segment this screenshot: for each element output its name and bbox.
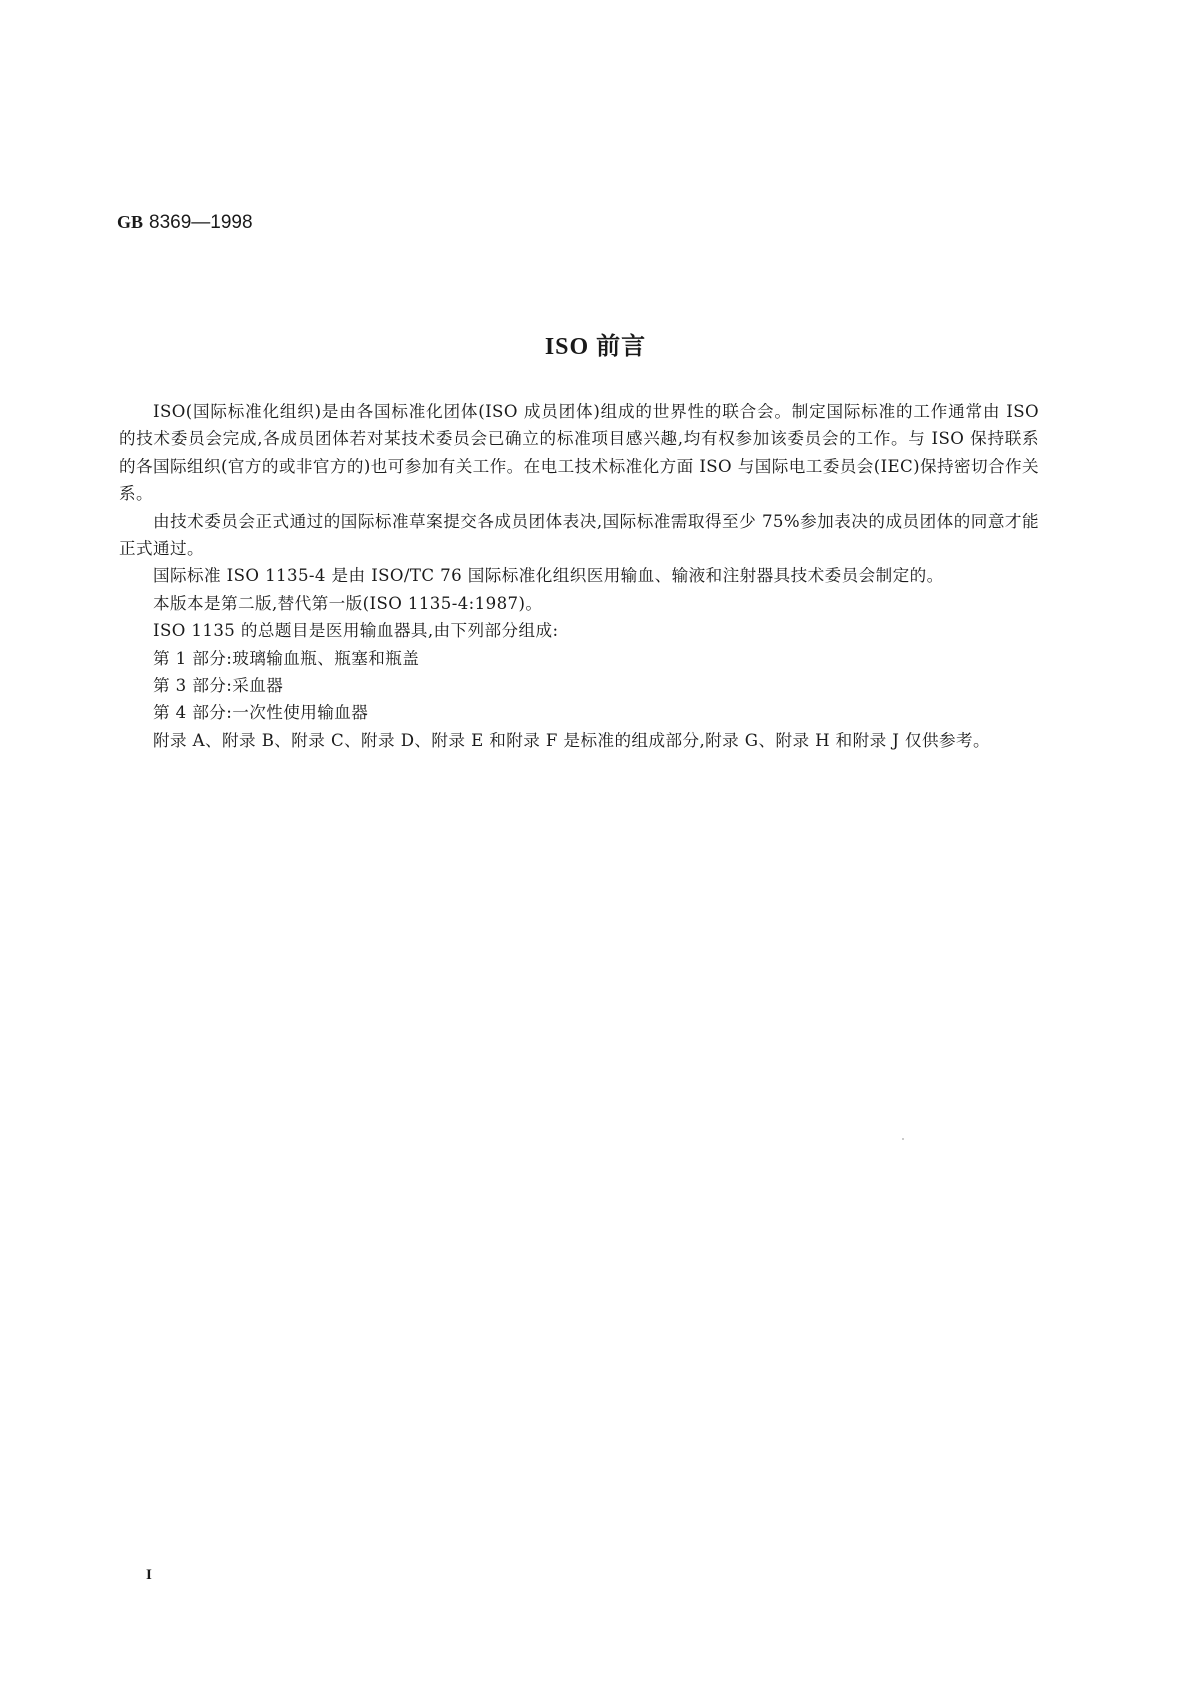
paragraph-series-title: ISO 1135 的总题目是医用输血器具,由下列部分组成: xyxy=(153,621,559,641)
list-item-part-1: 第 1 部分:玻璃输血瓶、瓶塞和瓶盖 xyxy=(153,648,420,668)
page-number: I xyxy=(146,1567,152,1583)
list-item-part-4: 第 4 部分:一次性使用输血器 xyxy=(153,703,369,723)
paragraph-prepared-by: 国际标准 ISO 1135-4 是由 ISO/TC 76 国际标准化组织医用输血、输液和注射器具技术委员会制定的。 xyxy=(153,566,944,586)
standard-prefix: GB xyxy=(117,212,144,232)
standard-number: 8369—1998 xyxy=(149,212,253,233)
standard-code xyxy=(117,210,253,235)
paragraph-voting: 由技术委员会正式通过的国际标准草案提交各成员团体表决,国际标准需取得至少 75%参加表决的成员团体的同意才能正式通过。 xyxy=(119,511,1039,559)
paragraph-edition: 本版本是第二版,替代第一版(ISO 1135-4:1987)。 xyxy=(153,593,543,613)
page-title: ISO 前言 xyxy=(544,334,647,360)
list-item-part-3: 第 3 部分:采血器 xyxy=(153,676,284,696)
paragraph-annexes: 附录 A、附录 B、附录 C、附录 D、附录 E 和附录 F 是标准的组成部分,附录 G、附录 H 和附录 J 仅供参考。 xyxy=(153,730,991,750)
paragraph-iso-intro: ISO(国际标准化组织)是由各国标准化团体(ISO 成员团体)组成的世界性的联合会。制定国际标准的工作通常由 ISO 的技术委员会完成,各成员团体若对某技术委员会已确立的标准项目感兴趣,均有权参加该委员会的工作。与 ISO 保持联系的各国际组织(官方的或非官方的)也可参加有关工作。在电工技术标准化方面 ISO 与国际电工委员会(IEC)保持密切合作关系。 xyxy=(119,402,1039,504)
scan-speck xyxy=(902,1138,904,1140)
foreword-body xyxy=(119,398,1039,754)
